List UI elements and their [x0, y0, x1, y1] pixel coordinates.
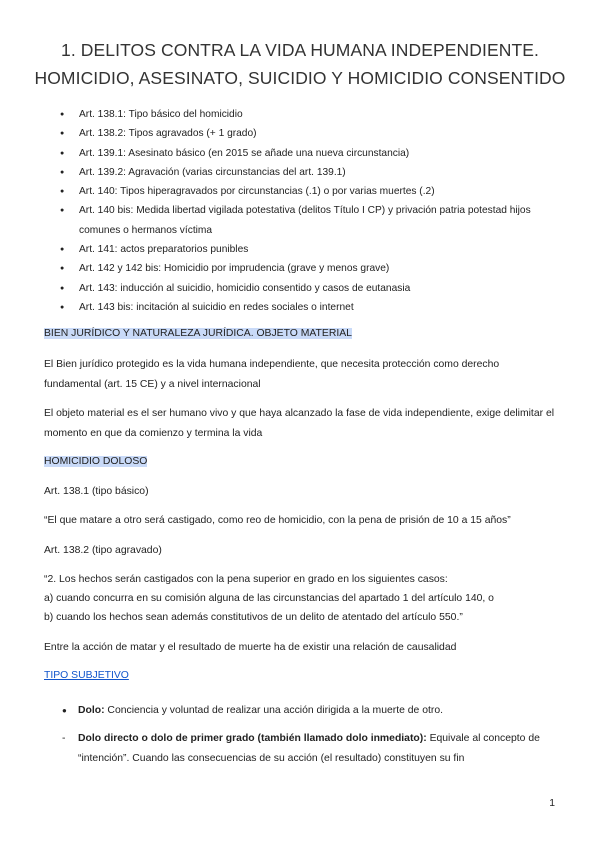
article-item: ● Art. 140 bis: Medida libertad vigilada potestativa (delitos Título I CP) y privación patria potestad hijos comunes o hermanos víctima	[60, 201, 560, 240]
article-item: ● Art. 141: actos preparatorios punibles	[60, 240, 560, 259]
tipo-subjetivo-link[interactable]: TIPO SUBJETIVO	[44, 670, 129, 681]
articles-list	[60, 105, 560, 317]
article-item: ● Art. 143 bis: incitación al suicidio en redes sociales o internet	[60, 298, 560, 317]
article-item: ● Art. 142 y 142 bis: Homicidio por imprudencia (grave y menos grave)	[60, 259, 560, 278]
article-138-1-label: Art. 138.1 (tipo básico)	[44, 486, 149, 497]
paragraph-causalidad: Entre la acción de matar y el resultado de muerte ha de existir una relación de causalidad	[44, 642, 457, 653]
dolo-definition: Conciencia y voluntad de realizar una acción dirigida a la muerte de otro.	[104, 705, 444, 716]
article-item: ● Art. 140: Tipos hiperagravados por circunstancias (.1) o por varias muertes (.2)	[60, 182, 560, 201]
dolo-term: Dolo:	[78, 705, 105, 716]
article-item: ● Art. 139.2: Agravación (varias circunstancias del art. 139.1)	[60, 163, 560, 182]
dash-marker: -	[62, 733, 66, 744]
section-heading-homicidio-doloso: HOMICIDIO DOLOSO	[44, 456, 148, 467]
article-item: ● Art. 138.1: Tipo básico del homicidio	[60, 105, 560, 124]
dolo-directo-item	[58, 729, 558, 768]
dolo-item	[58, 701, 558, 721]
article-item: ● Art. 143: inducción al suicidio, homicidio consentido y casos de eutanasia	[60, 279, 560, 298]
quote-138-2-line-1: “2. Los hechos serán castigados con la pena superior en grado en los siguientes casos:	[44, 574, 448, 585]
dolo-directo-term: Dolo directo o dolo de primer grado (también llamado dolo inmediato):	[78, 733, 427, 744]
page-number: 1	[549, 798, 555, 809]
quote-138-2-line-2: a) cuando concurra en su comisión alguna de las circunstancias del apartado 1 del artículo 140, o	[44, 593, 494, 604]
article-138-2-label: Art. 138.2 (tipo agravado)	[44, 545, 162, 556]
document-title-line-2: HOMICIDIO, ASESINATO, SUICIDIO Y HOMICIDIO CONSENTIDO	[34, 68, 566, 88]
dolo-directo-definition: Equivale al concepto de “intención”. Cuando las consecuencias de su acción (el resultado) constituyen su fin	[78, 733, 540, 764]
section-heading-bien-juridico: BIEN JURÍDICO Y NATURALEZA JURÍDICA. OBJETO MATERIAL	[44, 328, 352, 339]
paragraph-bien-juridico: El Bien jurídico protegido es la vida humana independiente, que necesita protección como derecho fundamental (art. 15 CE) y a nivel internacional	[44, 359, 500, 390]
bullet-marker: ●	[62, 706, 67, 715]
section-heading-tipo-subjetivo[interactable]	[44, 670, 129, 681]
article-item: ● Art. 139.1: Asesinato básico (en 2015 se añade una nueva circunstancia)	[60, 144, 560, 163]
article-item: ● Art. 138.2: Tipos agravados (+ 1 grado)	[60, 124, 560, 143]
document-title-line-1: 1. DELITOS CONTRA LA VIDA HUMANA INDEPENDIENTE.	[61, 40, 539, 60]
quote-138-2-line-3: b) cuando los hechos sean además constitutivos de un delito de atentado del artículo 550.”	[44, 612, 463, 623]
quote-138-1: “El que matare a otro será castigado, como reo de homicidio, con la pena de prisión de 10 a 15 años”	[44, 515, 511, 526]
paragraph-objeto-material: El objeto material es el ser humano vivo y que haya alcanzado la fase de vida independiente, exige delimitar el momento en que da comienzo y termina la vida	[44, 408, 555, 439]
